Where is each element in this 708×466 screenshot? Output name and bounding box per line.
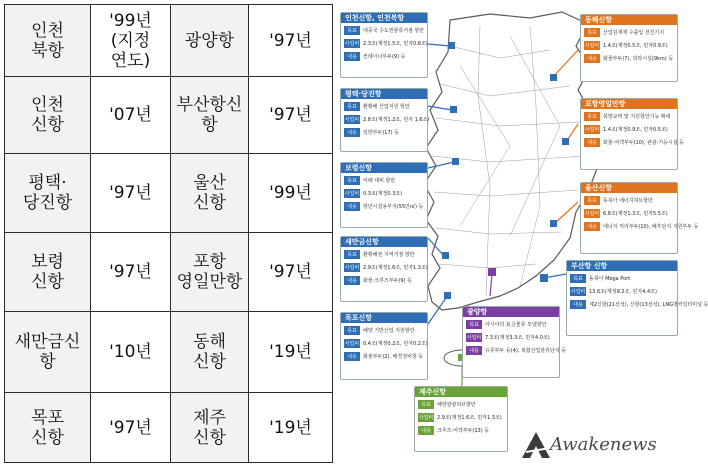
year-cell: '99년 <box>249 154 333 233</box>
callout-pyeongtaek: 평택·당진항 목표 환황해 산업지원 항만 사업비 2.8조(재정1.2조, 민자 1.6조) 내용 일반부두(17) 등 <box>340 88 428 152</box>
logo-wordmark: Awakenews <box>550 434 657 455</box>
callout-title: 인천신항, 인천북항 <box>341 13 427 23</box>
port-name-cell: 광양항 <box>171 5 249 77</box>
port-designation-table <box>4 4 333 463</box>
port-name-cell: 보령 신항 <box>5 233 91 312</box>
year-cell: '97년 <box>249 5 333 77</box>
callout-busan: 부산항 신항 목표 동북아 Mega Port 사업비 13.6조(재정9.2조, 민자4.4조) 내용 제2신항(21선석), 신항(13선석), LNG벙커링터미널 등 <box>566 260 678 336</box>
year-cell: '97년 <box>249 233 333 312</box>
callout-boryeong: 보령신항 목표 미래 대비 항만 사업비 0.3조(재정0.3조) 내용 항만시설용부지(55만㎡) 등 <box>340 162 428 228</box>
callout-ulsan: 울산신항 목표 동북아 에너지허브항만 사업비 6.8조(재정1.3조, 민자5.5조) 내용 에너지 처리부두(10), 배후단지 지원부두 등 <box>580 182 678 254</box>
callout-mokpo: 목포신항 목표 해양 기반산업 지원항만 사업비 0.4조(재정0.2조, 민자0.2조) 내용 화물부두(2), 해경정비창 등 <box>340 312 428 380</box>
logo-a-icon <box>520 430 554 460</box>
callout-saemangeum: 새만금신항 목표 환황해권 지역거점 항만 사업비 2.9조(재정1.6조, 민자1.3조) 내용 화물·크루즈부두(9) 등 <box>340 236 428 302</box>
callout-incheon: 인천신항, 인천북항 목표 대중국 수도권물류거점 항만 사업비 2.3조(재정1.5조, 민자0.8조) 내용 컨테이너부두(9) 등 <box>340 12 428 78</box>
year-cell: '10년 <box>91 312 171 393</box>
port-name-cell: 울산 신항 <box>171 154 249 233</box>
port-map-infographic <box>340 6 708 464</box>
callout-jeju: 제주신항 목표 해양관광허브항만 사업비 2.9조(재정1.6조, 민자1.3조) 내용 크루즈·여객부두(13) 등 <box>414 386 508 452</box>
callout-gwangyang: 광양항 목표 아시아의 复合물류 모델항만 사업비 7.3조(재정3.3조, 민자4.0조) 내용 유류부두 등(4), 복합산업물류단지 등 <box>462 306 560 378</box>
port-name-cell: 제주 신항 <box>171 393 249 463</box>
year-cell: '07년 <box>91 77 171 154</box>
port-name-cell: 평택· 당진항 <box>5 154 91 233</box>
year-cell: '99년 (지정 연도) <box>91 5 171 77</box>
year-cell: '97년 <box>91 393 171 463</box>
port-name-cell: 목포 신항 <box>5 393 91 463</box>
port-name-cell: 인천 신항 <box>5 77 91 154</box>
port-name-cell: 포항 영일만항 <box>171 233 249 312</box>
callout-donghae: 동해신항 목표 산업원재재 수출입 전진기지 사업비 1.4조(재정0.5조, 민자0.9조) 내용 화물부두(7), 외곽시설(9km) 등 <box>580 14 678 82</box>
year-cell: '97년 <box>249 77 333 154</box>
port-name-cell: 동해 신항 <box>171 312 249 393</box>
table-row <box>5 5 333 77</box>
table-row <box>5 77 333 154</box>
port-name-cell: 새만금신 항 <box>5 312 91 393</box>
port-name-cell: 인천 북항 <box>5 5 91 77</box>
table-row <box>5 393 333 463</box>
year-cell: '97년 <box>91 154 171 233</box>
table-row <box>5 312 333 393</box>
year-cell: '19년 <box>249 393 333 463</box>
table-row <box>5 154 333 233</box>
port-name-cell: 부산항신 항 <box>171 77 249 154</box>
awakenews-logo <box>520 428 680 464</box>
table-row <box>5 233 333 312</box>
year-cell: '19년 <box>249 312 333 393</box>
callout-pohang: 포항영일만항 목표 북방교역 및 지원항만기능 확대 사업비 1.4조(재정0.9조, 민자0.5조) 내용 화물·여객부두(10), 관광·기능시설 등 <box>580 98 678 170</box>
year-cell: '97년 <box>91 233 171 312</box>
